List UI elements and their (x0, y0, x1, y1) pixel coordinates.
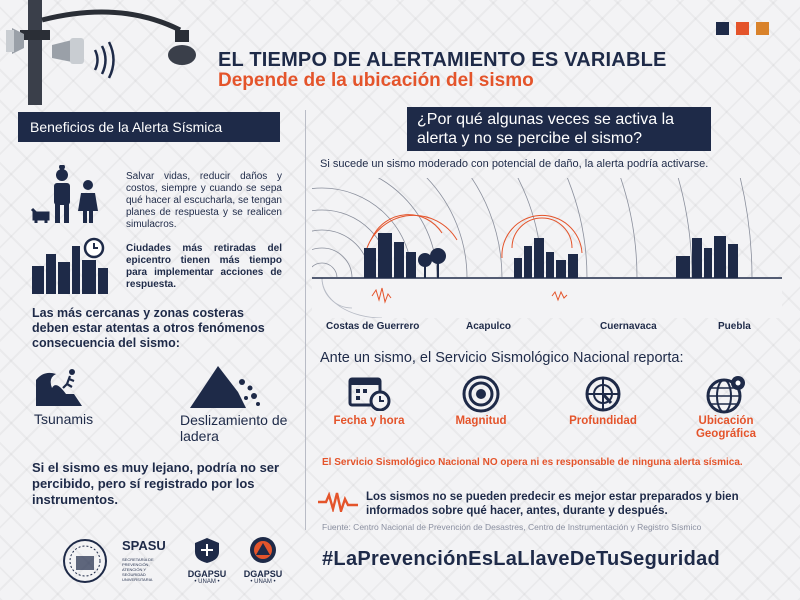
city-label-cuernavaca: Cuernavaca (600, 321, 657, 332)
dgapsu-logo-2-sub: • UNAM • (250, 579, 276, 585)
dgapsu-shield-icon (192, 536, 222, 564)
magnitude-icon (462, 375, 500, 413)
city-label-guerrero: Costas de Guerrero (326, 321, 420, 332)
report-label-location: Ubicación Geográfica (695, 415, 757, 440)
tsunami-icon (34, 364, 84, 408)
dgapsu-logo-1-sub: • UNAM • (194, 579, 220, 585)
hazard-tsunamis-label: Tsunamis (34, 411, 94, 427)
report-label-depth: Profundidad (569, 415, 637, 427)
report-title: Ante un sismo, el Servicio Sismológico Nacional reporta: (320, 350, 684, 366)
globe-pin-icon (704, 374, 748, 414)
benefit-time-text: Ciudades más retiradas del epicentro tienen más tiempo para implementar acciones de respuesta. (126, 243, 282, 290)
city-clock-icon (30, 236, 120, 296)
why-question-heading: ¿Por qué algunas veces se activa la alerta y no se percibe el sismo? (407, 107, 711, 151)
accent-square-orange (736, 22, 749, 35)
column-divider (305, 110, 306, 530)
prediction-message: Los sismos no se pueden predecir es mejor estar preparados y bien informados sobre qué hacer, antes, durante y después. (366, 491, 739, 517)
source-text: Fuente: Centro Nacional de Prevención de Desastres, Centro de Instrumentación y Registro Sísmico (322, 522, 702, 532)
far-earthquake-text: Si el sismo es muy lejano, podría no ser percibido, pero sí registrado por los instrumentos. (32, 460, 280, 507)
calendar-clock-icon (348, 375, 392, 411)
seismic-wave-illustration (312, 178, 782, 318)
dgapsu-logo-2-text: DGAPSU (243, 569, 283, 579)
civil-protection-icon (248, 536, 278, 564)
alert-answer-text: Si sucede un sismo moderado con potencial de daño, la alerta podría activarse. (320, 158, 709, 170)
benefit-lives-text: Salvar vidas, reducir daños y costos, siempre y cuando se sepa qué hacer al escucharla, se tengan planes de respuesta y se realicen simulacros. (126, 171, 282, 230)
benefits-heading: Beneficios de la Alerta Sísmica (18, 112, 280, 142)
unam-seal-logo (62, 538, 108, 584)
dgapsu-logo-2 (240, 536, 286, 585)
campaign-hashtag: #LaPrevenciónEsLaLlaveDeTuSeguridad (322, 548, 721, 570)
dgapsu-logo-1-text: DGAPSU (187, 569, 227, 579)
family-icon (30, 165, 110, 225)
report-label-date: Fecha y hora (333, 415, 405, 427)
ssn-disclaimer-text: El Servicio Sismológico Nacional NO opera ni es responsable de ninguna alerta sísmica. (322, 457, 743, 468)
accent-square-navy (716, 22, 729, 35)
spasu-logo-subtitle: SECRETARÍA DE PREVENCIÓN, ATENCIÓN Y SEGURIDAD UNIVERSITARIA (122, 557, 154, 582)
spasu-logo (122, 538, 170, 582)
coastal-warning-text: Las más cercanas y zonas costeras deben estar atentas a otros fenómenos consecuencia del sismo: (32, 306, 265, 350)
city-label-acapulco: Acapulco (466, 321, 512, 332)
alert-speaker-pole-illustration (0, 0, 220, 110)
page-title: EL TIEMPO DE ALERTAMIENTO ES VARIABLE (218, 49, 667, 71)
seismogram-icon (318, 492, 360, 512)
depth-icon (584, 375, 622, 413)
dgapsu-logo-1 (184, 536, 230, 585)
page-subtitle: Depende de la ubicación del sismo (218, 70, 534, 91)
hazard-landslide-label: Deslizamiento de ladera (180, 412, 288, 444)
accent-square-amber (756, 22, 769, 35)
city-label-puebla: Puebla (718, 321, 751, 332)
landslide-icon (188, 362, 264, 410)
report-label-magnitude: Magnitud (455, 415, 507, 427)
spasu-logo-text: SPASU (122, 538, 166, 553)
